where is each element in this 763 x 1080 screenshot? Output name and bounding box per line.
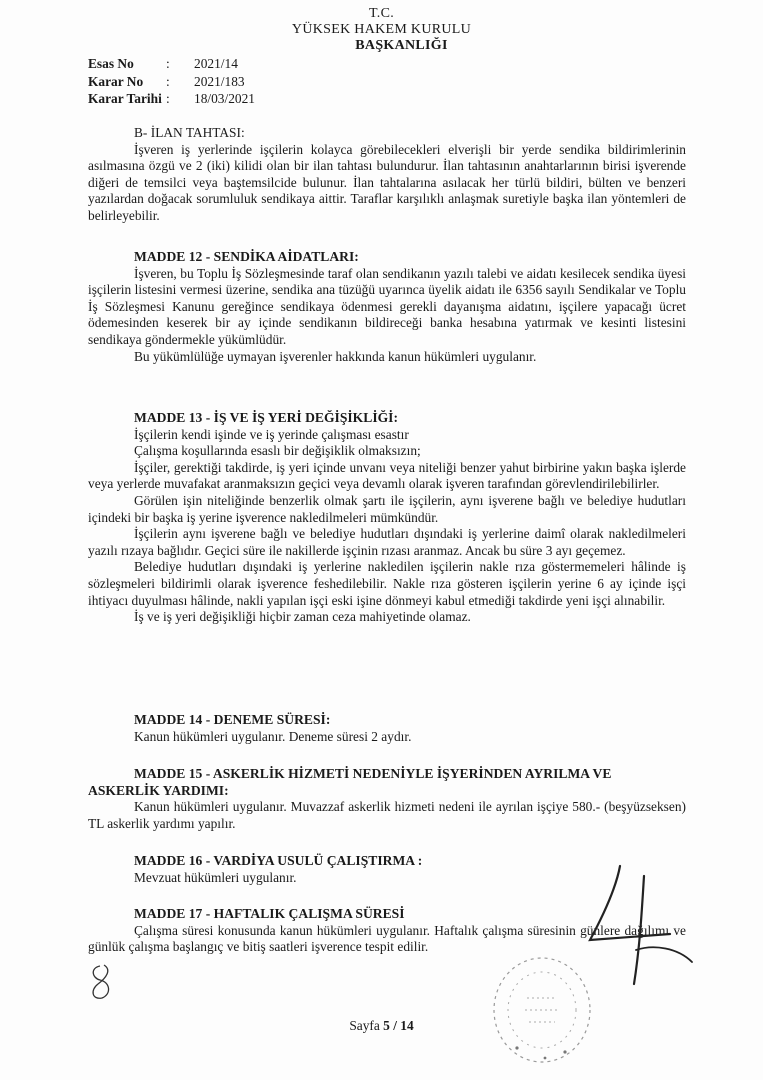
section-heading: MADDE 16 - VARDİYA USULÜ ÇALIŞTIRMA : (134, 853, 423, 868)
paragraph: Kanun hükümleri uygulanır. Muvazzaf askerlik hizmeti nedeni ile ayrılan işçiye 580.- (beşyüzseksen) TL askerlik yardımı yapılır. (88, 799, 686, 831)
paragraph: İşveren, bu Toplu İş Sözleşmesinde taraf olan sendikanın yazılı talebi ve aidatı kesilecek sendika üyesi işçilerin listesini vermesi üzerine, sendika ana tüzüğü uyarınca üyelik aidatı ile 6356 sayılı Sendikalar ve Toplu İş Sözleşmesi Kanunu gereğince sendikaya ödenmesi gerekli dayanışma aidatını, işçilere yapacağı ücret ödemesinden keserek bir ay içinde sendikanın bildireceği banka hesabına yatırmak ve kesinti listesini sendikaya göndermekle yükümlüdür. (88, 265, 686, 347)
karar-row (88, 73, 255, 91)
section-heading: MADDE 13 - İŞ VE İŞ YERİ DEĞİŞİKLİĞİ: (134, 410, 399, 425)
esas-row (88, 55, 255, 73)
colon: : (166, 91, 170, 106)
page-label: Sayfa (349, 1018, 380, 1033)
paragraph: İşçilerin aynı işverene bağlı ve belediye hudutları dışındaki iş yerlerine daimî olarak nakledilmeleri yazılı rızaya bağlıdır. Geçici süre ile nakillerde işçinin rızası aranmaz. Ancak bu süre 3 ayı geçemez. (88, 526, 686, 558)
section-ilan-tahtasi (88, 125, 686, 225)
case-info (88, 55, 255, 108)
paragraph: İşveren iş yerlerinde işçilerin kolayca görebilecekleri elverişli bir yerde sendika bildirimlerinin asılmasına özgü ve 2 (iki) kilidi olan bir ilan tahtası bulundurur. İlan tahtasının anahtarlarının birisi işverende diğeri de temsilci veya baştemsilcide bulunur. İlan tahtalarına asılacak her türlü bildiri, bülten ve benzeri yazılardan doğacak sorumluluk sendikaya aittir. Taraflar karşılıklı anlaşmak suretiyle başka ilan yöntemleri de belirleyebilir. (88, 141, 686, 223)
section-madde-12 (88, 249, 686, 365)
paragraph-line: İş ve iş yeri değişikliği hiçbir zaman ceza mahiyetinde olamaz. (134, 609, 471, 625)
paragraph: Çalışma süresi konusunda kanun hükümleri uygulanır. Haftalık çalışma süresinin günlere dağılımı ve günlük çalışma başlangıç ve bitiş saatleri işverence tespit edilir. (88, 922, 686, 955)
signature (582, 858, 697, 988)
section-heading: MADDE 15 - ASKERLİK HİZMETİ NEDENİYLE İŞYERİNDEN AYRILMA VE (134, 766, 612, 781)
page-footer (0, 1018, 763, 1035)
page-number: 5 / 14 (383, 1018, 414, 1033)
section-madde-14 (88, 712, 686, 745)
paragraph-line: Çalışma koşullarında esaslı bir değişiklik olmaksızın; (134, 443, 421, 459)
tarih-row (88, 90, 255, 108)
paragraph-line: Mevzuat hükümleri uygulanır. (134, 869, 297, 885)
karar-label: Karar No (88, 73, 144, 89)
colon: : (166, 56, 170, 71)
section-heading: MADDE 14 - DENEME SÜRESİ: (134, 712, 331, 727)
paragraph: Belediye hudutları dışındaki iş yerlerine nakledilen işçilerin nakle rıza göstermemeleri hâlinde iş sözleşmeleri bildirimli olarak işverence feshedilebilir. Nakle rıza gösteren işçilerin yerine 6 ay içinde işçi ihtiyacı duyulması hâlinde, nakli yapılan işçi eski işine dönmeyi kabul etmediği takdirde yeni işçi alınabilir. (88, 559, 686, 608)
section-madde-15 (88, 766, 686, 832)
header-department: BAŞKANLIĞI (355, 38, 448, 53)
header-institution: YÜKSEK HAKEM KURULU (291, 22, 472, 37)
section-heading: MADDE 12 - SENDİKA AİDATLARI: (134, 249, 359, 264)
tarih-value: 18/03/2021 (194, 91, 256, 106)
karar-value: 2021/183 (194, 73, 245, 89)
tarih-label: Karar Tarihi (88, 91, 162, 106)
esas-label: Esas No (88, 56, 134, 71)
header-tc: T.C. (368, 6, 395, 21)
paragraph: İşçiler, gerektiği takdirde, iş yeri içinde unvanı veya niteliği benzer yahut birbirine yakın başka işlerde veya yerlerde muvafakat aranmaksızın geçici veya devamlı olarak işveren tarafından görevlendirilebilirler. (88, 459, 686, 492)
paragraph: Görülen işin niteliğinde benzerlik olmak şartı ile işçilerin, aynı işverene bağlı ve belediye hudutları içindeki bir başka iş yerine işverence nakledilmeleri mümkündür. (88, 492, 686, 525)
paragraph: Bu yükümlülüğe uymayan işverenler hakkında kanun hükümleri uygulanır. (134, 348, 537, 364)
paragraph-line: İşçilerin kendi işinde ve iş yerinde çalışması esastır (134, 426, 409, 442)
handwritten-initial (86, 962, 122, 1002)
section-heading: MADDE 17 - HAFTALIK ÇALIŞMA SÜRESİ (134, 906, 405, 921)
esas-value: 2021/14 (194, 56, 238, 71)
paragraph-line: Kanun hükümleri uygulanır. Deneme süresi 2 aydır. (134, 728, 412, 744)
section-heading: B- İLAN TAHTASI: (134, 125, 245, 140)
section-madde-13 (88, 410, 686, 626)
section-heading-continued: ASKERLİK YARDIMI: (88, 782, 229, 798)
colon: : (166, 73, 170, 89)
official-stamp (487, 948, 597, 1068)
